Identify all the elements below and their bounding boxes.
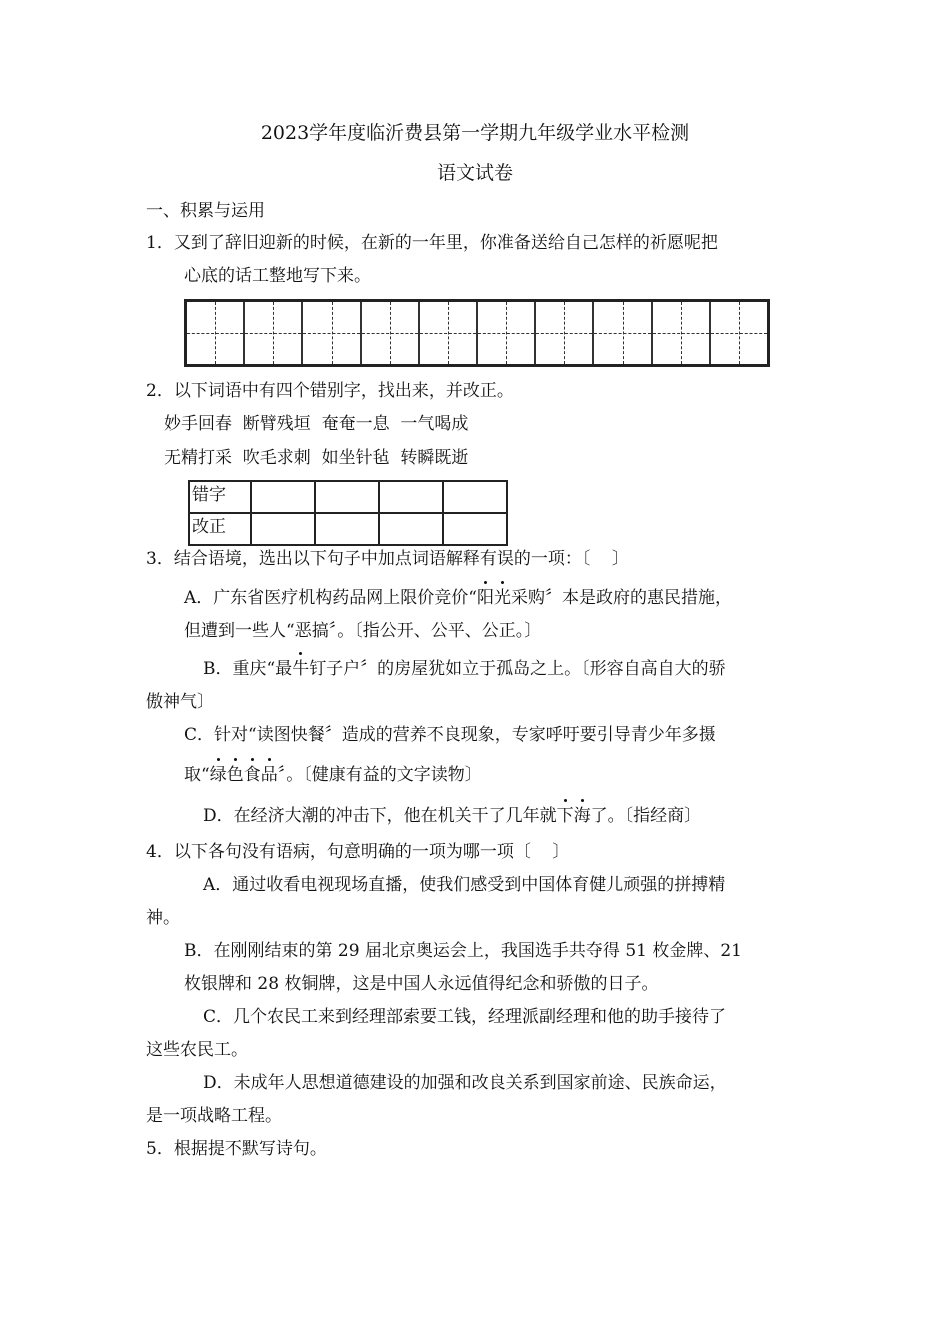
dotted-char: 海 (573, 806, 591, 826)
answer-cell[interactable] (443, 481, 507, 513)
q3-c-text: 取“ (184, 765, 210, 785)
dotted-char: 牛 (292, 659, 310, 679)
wrong-char-label: 错字 (189, 481, 251, 513)
q5-stem: 5．根据提不默写诗句。 (146, 1139, 327, 1159)
writing-grid[interactable] (184, 299, 770, 367)
correction-table (188, 480, 508, 546)
q3-a-line2: 但遭到一些人“恶搞〞。〔指公开、公平、公正。〕 (184, 621, 542, 641)
q4-option-a: A．通过收看电视现场直播，使我们感受到中国体育健儿顽强的拼搏精 (203, 875, 726, 895)
grid-cell[interactable] (536, 302, 594, 364)
dotted-char: 光 (493, 588, 511, 608)
q2-words-row2: 无精打采 吹毛求刺 如坐针毡 转瞬既逝 (164, 448, 469, 468)
correction-label: 改正 (189, 513, 251, 545)
answer-cell[interactable] (251, 481, 315, 513)
q1-line1: 1．又到了辞旧迎新的时候，在新的一年里，你准备送给自己怎样的祈愿呢把 (146, 233, 718, 253)
q1-line2: 心底的话工整地写下来。 (184, 266, 371, 286)
grid-cell[interactable] (653, 302, 711, 364)
grid-cell[interactable] (478, 302, 536, 364)
q3-option-d (203, 808, 701, 825)
q4-option-b: B．在刚刚结束的第 29 届北京奥运会上，我国选手共夺得 51 枚金牌、21 (184, 941, 743, 961)
dotted-char: 品 (260, 765, 278, 785)
grid-cell[interactable] (420, 302, 478, 364)
answer-cell[interactable] (379, 481, 443, 513)
section-title: 一、积累与运用 (146, 201, 265, 221)
q3-option-c: C．针对“读图快餐〞造成的营养不良现象，专家呼吁要引导青少年多摄 (184, 725, 716, 745)
q4-d-line2: 是一项战略工程。 (146, 1106, 282, 1126)
grid-cell[interactable] (245, 302, 303, 364)
answer-cell[interactable] (379, 513, 443, 545)
q3-c-line2 (184, 767, 482, 784)
q3-b-text: 钉子户〞的房屋犹如立于孤岛之上。〔形容自高自大的骄 (309, 659, 726, 679)
grid-cell[interactable] (303, 302, 361, 364)
q2-stem: 2．以下词语中有四个错别字，找出来，并改正。 (146, 381, 514, 401)
dotted-char: 色 (226, 765, 244, 785)
exam-subtitle: 语文试卷 (436, 162, 513, 184)
q3-a-text: 采购〞本是政府的惠民措施， (510, 588, 732, 608)
q4-stem: 4．以下各句没有语病，句意明确的一项为哪一项〔 〕 (146, 842, 570, 862)
grid-cell[interactable] (711, 302, 767, 364)
dotted-char: 食 (243, 765, 261, 785)
q3-stem: 3．结合语境，选出以下句子中加点词语解释有误的一项：〔 〕 (146, 549, 629, 569)
q3-b-text: B．重庆“最 (203, 659, 293, 679)
q4-a-line2: 神。 (146, 908, 180, 928)
q4-option-c: C．几个农民工来到经理部索要工钱，经理派副经理和他的助手接待了 (203, 1007, 727, 1027)
q3-d-text: 了。〔指经商〕 (590, 806, 702, 826)
answer-cell[interactable] (315, 481, 379, 513)
q3-a-text: A．广东省医疗机构药品网上限价竞价“ (184, 588, 477, 608)
q4-c-line2: 这些农民工。 (146, 1040, 248, 1060)
answer-cell[interactable] (443, 513, 507, 545)
q3-option-a (184, 590, 732, 607)
exam-title: 2023学年度临沂费县第一学期九年级学业水平检测 (260, 122, 690, 144)
q3-option-b (203, 661, 726, 678)
q3-b-line2: 傲神气〕 (146, 692, 214, 712)
dotted-char: 下 (556, 806, 574, 826)
answer-cell[interactable] (251, 513, 315, 545)
q3-c-text: 〞。〔健康有益的文字读物〕 (277, 765, 482, 785)
q3-d-text: D．在经济大潮的冲击下，他在机关干了几年就 (203, 806, 557, 826)
grid-cell[interactable] (187, 302, 245, 364)
grid-cell[interactable] (362, 302, 420, 364)
q4-option-d: D．未成年人思想道德建设的加强和改良关系到国家前途、民族命运， (203, 1073, 727, 1093)
dotted-char: 阳 (476, 588, 494, 608)
dotted-char: 绿 (209, 765, 227, 785)
grid-cell[interactable] (594, 302, 652, 364)
q2-words-row1: 妙手回春 断臂残垣 奄奄一息 一气喝成 (164, 414, 469, 434)
q4-b-line2: 枚银牌和 28 枚铜牌，这是中国人永远值得纪念和骄傲的日子。 (184, 974, 659, 994)
answer-cell[interactable] (315, 513, 379, 545)
